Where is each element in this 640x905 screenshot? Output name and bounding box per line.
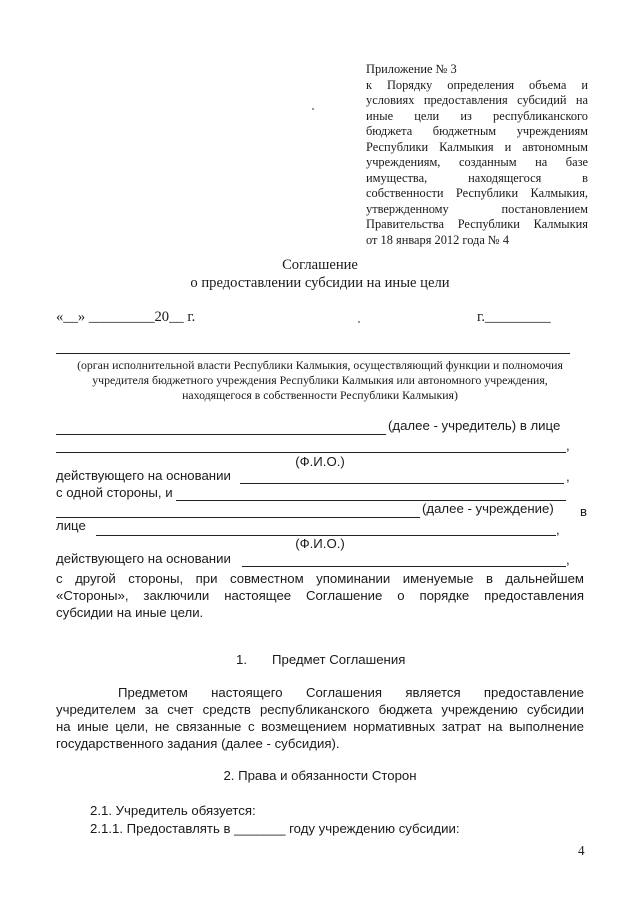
basis-blank-line — [242, 566, 566, 567]
authority-blank-line — [56, 353, 570, 354]
fio-label: (Ф.И.О.) — [295, 454, 345, 469]
clause-2-1: 2.1. Учредитель обязуется: — [90, 803, 256, 818]
comma: , — [556, 522, 560, 537]
annex-line: бюджета бюджетным учреждениям — [366, 124, 588, 138]
founder-suffix: (далее - учредитель) в лице — [388, 418, 561, 433]
closing-line: «Стороны», заключили настоящее Соглашение о порядке предоставления — [56, 588, 584, 603]
annex-line: от 18 января 2012 года № 4 — [366, 232, 510, 247]
section1-line: учредителем за счет средств республиканского бюджета учреждению субсидии — [56, 702, 584, 717]
founder-representative-line — [56, 452, 566, 453]
annex-line: утвержденному постановлением — [366, 201, 588, 216]
agreement-date: «__» _________20__ г. — [56, 309, 196, 325]
acting-on-basis-label: действующего на основании — [56, 468, 231, 483]
section-number: 1. — [236, 652, 247, 667]
annex-line: Республики Калмыкия и автономным — [366, 139, 588, 154]
authority-note-line: (орган исполнительной власти Республики Калмыкия, осуществляющий функции и полномочия — [77, 358, 563, 372]
authority-note — [50, 358, 590, 403]
annex-line: учреждениям, созданным на базе — [366, 155, 588, 169]
face-word: лице — [56, 518, 86, 533]
basis-blank-line — [240, 483, 564, 484]
annex-line: Правительства Республики Калмыкия — [366, 217, 588, 231]
fio-label: (Ф.И.О.) — [295, 536, 345, 551]
comma: , — [566, 552, 570, 567]
section-heading: 2. Права и обязанности Сторон — [223, 768, 417, 783]
page-number: 4 — [578, 843, 585, 858]
section-heading: Предмет Соглашения — [272, 652, 406, 667]
agreement-city: г._________ — [477, 309, 551, 325]
annex-line: к Порядку определения объема и — [366, 77, 588, 92]
authority-note-line: учредителя бюджетного учреждения Республики Калмыкия или автономного учреждения, — [92, 373, 548, 387]
closing-line: с другой стороны, при совместном упоминании именуемые в дальнейшем — [56, 571, 584, 586]
scan-speck — [358, 321, 360, 323]
section1-line: на иные цели, не связанные с возмещением нормативных затрат на выполнение — [56, 719, 584, 734]
annex-line: имущества, находящегося в — [366, 170, 588, 185]
annex-line: Приложение № 3 — [366, 62, 457, 76]
annex-line: собственности Республики Калмыкия, — [366, 186, 588, 200]
annex-header — [366, 62, 588, 248]
one-side-text: с одной стороны, и — [56, 485, 173, 500]
founder-blank-line — [56, 434, 386, 435]
scan-speck — [312, 108, 314, 110]
authority-note-line: находящегося в собственности Республики Калмыкия) — [182, 388, 458, 402]
acting-on-basis-label: действующего на основании — [56, 551, 231, 566]
closing-line: субсидии на иные цели. — [56, 605, 204, 620]
in-word: в — [580, 504, 588, 519]
clause-2-1-1: 2.1.1. Предоставлять в _______ году учреждению субсидии: — [90, 821, 460, 836]
annex-line: иные цели из республиканского — [366, 108, 588, 123]
institution-name-line — [56, 517, 420, 518]
comma: , — [566, 469, 570, 484]
comma: , — [566, 438, 570, 453]
document-title: Соглашение — [282, 257, 358, 273]
document-subtitle: о предоставлении субсидии на иные цели — [190, 275, 450, 291]
section1-line: Предметом настоящего Соглашения является предоставление — [118, 685, 584, 700]
annex-line: условиях предоставления субсидий на — [366, 93, 588, 107]
institution-suffix: (далее - учреждение) — [422, 501, 554, 516]
section1-line: государственного задания (далее - субсидия). — [56, 736, 340, 751]
